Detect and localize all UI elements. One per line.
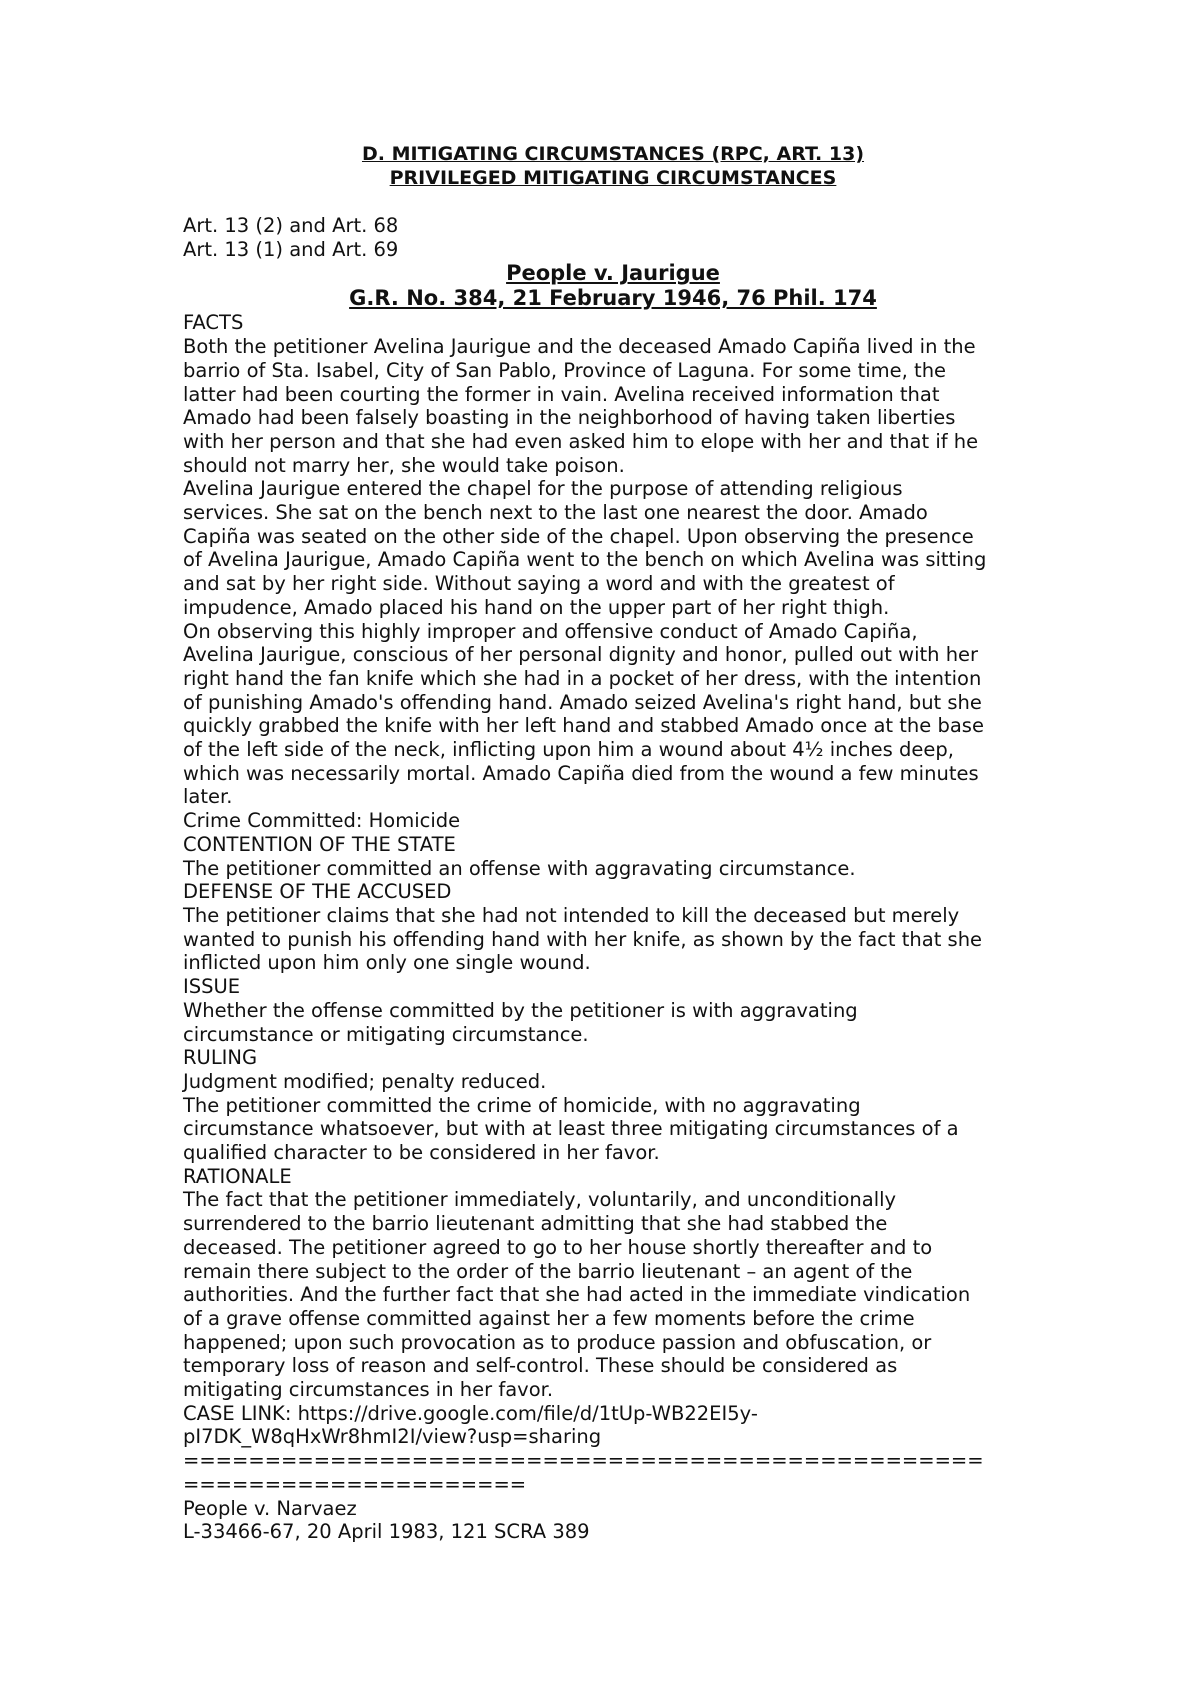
document-page bbox=[183, 142, 1043, 1544]
ruling-line: qualified character to be considered in her favor. bbox=[183, 1141, 660, 1165]
crime-committed: Crime Committed: Homicide bbox=[183, 809, 461, 833]
article-reference: Art. 13 (1) and Art. 69 bbox=[183, 237, 399, 261]
section-label-facts: FACTS bbox=[183, 311, 244, 335]
rationale-line: deceased. The petitioner agreed to go to her house shortly thereafter and to bbox=[183, 1235, 933, 1259]
facts-line: of the left side of the neck, inflicting upon him a wound about 4½ inches deep, bbox=[183, 738, 954, 762]
facts-line: which was necessarily mortal. Amado Capiña died from the wound a few minutes bbox=[183, 761, 979, 785]
facts-line: later. bbox=[183, 785, 233, 809]
rationale-line: The fact that the petitioner immediately, voluntarily, and unconditionally bbox=[183, 1188, 897, 1212]
section-subheading: PRIVILEGED MITIGATING CIRCUMSTANCES bbox=[389, 167, 837, 189]
rationale-line: happened; upon such provocation as to produce passion and obfuscation, or bbox=[183, 1330, 932, 1354]
separator-line: ================================================= bbox=[183, 1449, 984, 1473]
ruling-line: The petitioner committed the crime of homicide, with no aggravating bbox=[183, 1093, 861, 1117]
rationale-line: remain there subject to the order of the barrio lieutenant – an agent of the bbox=[183, 1259, 913, 1283]
facts-line: Avelina Jaurigue entered the chapel for the purpose of attending religious bbox=[183, 477, 903, 501]
rationale-line: of a grave offense committed against her a few moments before the crime bbox=[183, 1306, 915, 1330]
next-case-citation: L-33466-67, 20 April 1983, 121 SCRA 389 bbox=[183, 1520, 590, 1544]
facts-line: impudence, Amado placed his hand on the upper part of her right thigh. bbox=[183, 595, 890, 619]
facts-line: Capiña was seated on the other side of the chapel. Upon observing the presence bbox=[183, 524, 974, 548]
case-title: People v. Jaurigue bbox=[506, 261, 720, 286]
defense-line: inflicted upon him only one single wound. bbox=[183, 951, 591, 975]
facts-line: of Avelina Jaurigue, Amado Capiña went to the bench on which Avelina was sitting bbox=[183, 548, 987, 572]
facts-line: services. She sat on the bench next to the last one nearest the door. Amado bbox=[183, 501, 928, 525]
contention-text: The petitioner committed an offense with aggravating circumstance. bbox=[183, 856, 856, 880]
case-link-line: pI7DK_W8qHxWr8hmI2I/view?usp=sharing bbox=[183, 1425, 602, 1449]
facts-line: of punishing Amado's offending hand. Amado seized Avelina's right hand, but she bbox=[183, 690, 982, 714]
issue-line: circumstance or mitigating circumstance. bbox=[183, 1022, 589, 1046]
rationale-line: authorities. And the further fact that she had acted in the immediate vindication bbox=[183, 1283, 971, 1307]
ruling-line: Judgment modified; penalty reduced. bbox=[183, 1069, 547, 1093]
facts-line: Amado had been falsely boasting in the neighborhood of having taken liberties bbox=[183, 406, 956, 430]
facts-line: right hand the fan knife which she had in a pocket of her dress, with the intention bbox=[183, 666, 982, 690]
defense-line: The petitioner claims that she had not intended to kill the deceased but merely bbox=[183, 903, 960, 927]
facts-line: barrio of Sta. Isabel, City of San Pablo, Province of Laguna. For some time, the bbox=[183, 358, 947, 382]
section-label-rationale: RATIONALE bbox=[183, 1164, 292, 1188]
defense-line: wanted to punish his offending hand with her knife, as shown by the fact that she bbox=[183, 927, 983, 951]
facts-line: latter had been courting the former in vain. Avelina received information that bbox=[183, 382, 940, 406]
facts-line: with her person and that she had even asked him to elope with her and that if he bbox=[183, 429, 979, 453]
facts-line: and sat by her right side. Without saying a word and with the greatest of bbox=[183, 572, 895, 596]
issue-line: Whether the offense committed by the petitioner is with aggravating bbox=[183, 998, 858, 1022]
section-label-issue: ISSUE bbox=[183, 975, 241, 999]
next-case-title: People v. Narvaez bbox=[183, 1496, 357, 1520]
rationale-line: surrendered to the barrio lieutenant admitting that she had stabbed the bbox=[183, 1212, 888, 1236]
separator-line: ===================== bbox=[183, 1472, 527, 1496]
rationale-line: temporary loss of reason and self-control. These should be considered as bbox=[183, 1354, 898, 1378]
spacer bbox=[183, 190, 1043, 214]
facts-line: Both the petitioner Avelina Jaurigue and the deceased Amado Capiña lived in the bbox=[183, 335, 976, 359]
facts-line: On observing this highly improper and offensive conduct of Amado Capiña, bbox=[183, 619, 918, 643]
ruling-line: circumstance whatsoever, but with at least three mitigating circumstances of a bbox=[183, 1117, 959, 1141]
section-heading: D. MITIGATING CIRCUMSTANCES (RPC, ART. 13) bbox=[361, 143, 865, 165]
facts-line: Avelina Jaurigue, conscious of her personal dignity and honor, pulled out with her bbox=[183, 643, 979, 667]
section-label-contention: CONTENTION OF THE STATE bbox=[183, 832, 456, 856]
case-citation: G.R. No. 384, 21 February 1946, 76 Phil. 174 bbox=[349, 286, 877, 311]
rationale-line: mitigating circumstances in her favor. bbox=[183, 1378, 554, 1402]
facts-line: quickly grabbed the knife with her left hand and stabbed Amado once at the base bbox=[183, 714, 984, 738]
case-link-line: CASE LINK: https://drive.google.com/file/d/1tUp-WB22EI5y- bbox=[183, 1401, 758, 1425]
section-label-ruling: RULING bbox=[183, 1046, 258, 1070]
section-label-defense: DEFENSE OF THE ACCUSED bbox=[183, 880, 452, 904]
article-reference: Art. 13 (2) and Art. 68 bbox=[183, 214, 399, 237]
facts-line: should not marry her, she would take poison. bbox=[183, 453, 625, 477]
